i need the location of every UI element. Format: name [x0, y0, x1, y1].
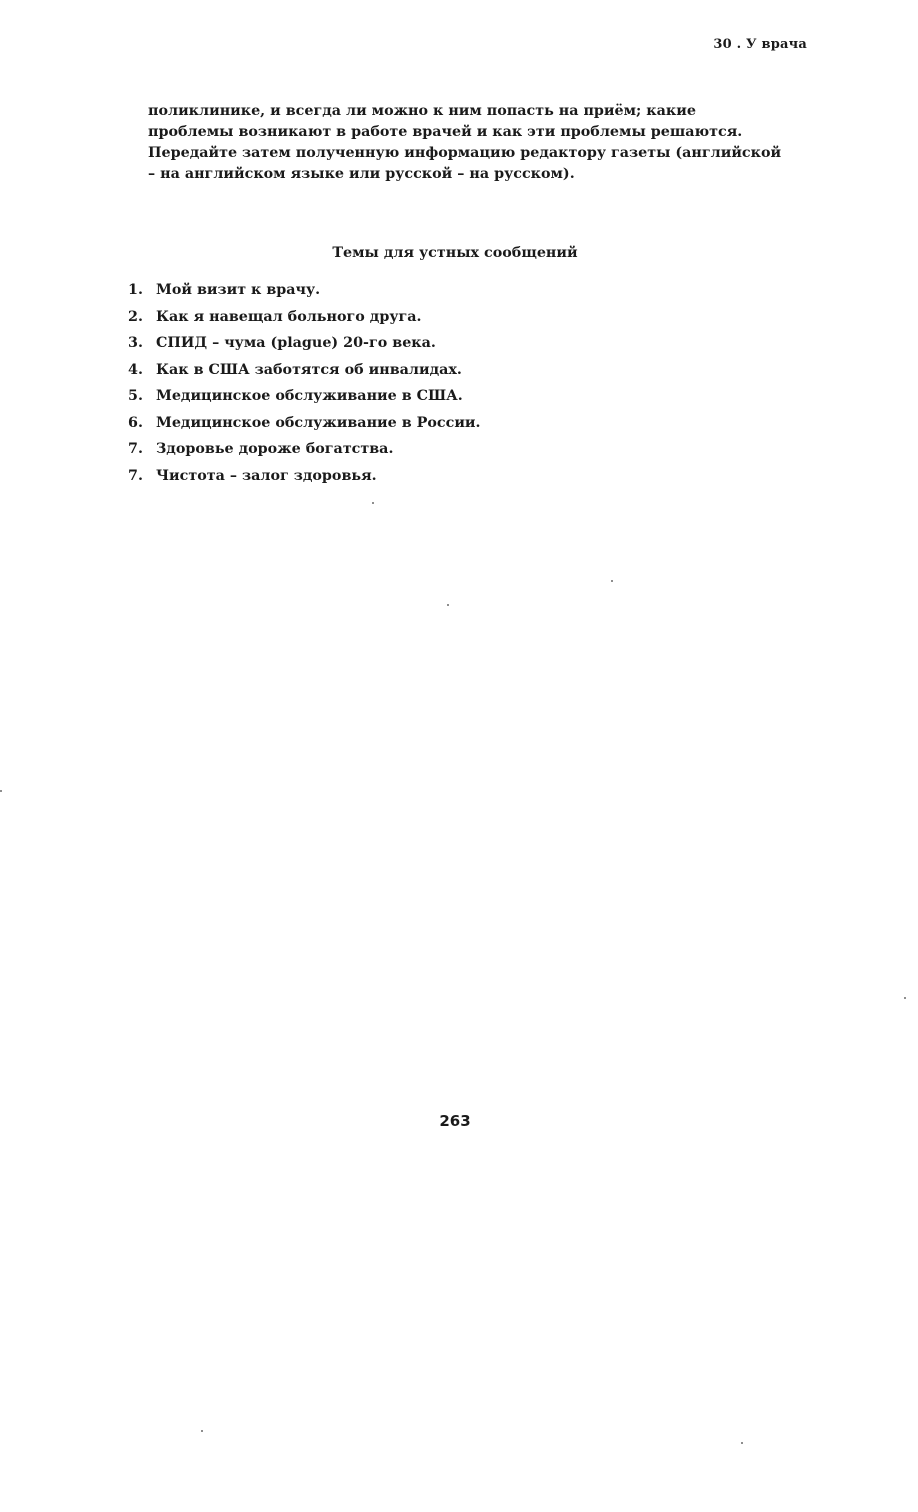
intro-line: – на английском языке или русской – на русском).	[148, 166, 575, 182]
list-item-number: 4.	[128, 361, 143, 378]
list-item	[128, 466, 481, 493]
list-item-text: Мой визит к врачу.	[156, 282, 321, 298]
list-item-text: Здоровье дороже богатства.	[156, 441, 394, 457]
scan-speck	[741, 1442, 743, 1444]
list-item	[128, 360, 481, 387]
running-head: 30 . У врача	[713, 37, 807, 52]
scan-speck	[611, 580, 613, 582]
topics-list	[128, 280, 481, 492]
list-item-number: 1.	[128, 282, 143, 298]
list-item-number: 6.	[128, 414, 143, 431]
list-item-text: СПИД – чума (plague) 20-го века.	[156, 335, 436, 351]
list-item-number: 2.	[128, 308, 143, 325]
section-title: Темы для устных сообщений	[332, 245, 578, 261]
list-item	[128, 413, 481, 440]
list-item	[128, 280, 481, 307]
list-item-text: Как я навещал больного друга.	[156, 308, 422, 325]
list-item	[128, 386, 481, 413]
list-item-text: Чистота – залог здоровья.	[156, 467, 377, 484]
intro-line: проблемы возникают в работе врачей и как эти проблемы решаются.	[148, 124, 743, 140]
list-item-text: Медицинское обслуживание в США.	[156, 388, 463, 404]
intro-line: поликлинике, и всегда ли можно к ним попасть на приём; какие	[148, 103, 696, 119]
list-item	[128, 439, 481, 466]
scan-speck	[447, 604, 449, 606]
list-item	[128, 307, 481, 334]
page-number: 263	[439, 1112, 471, 1130]
list-item-text: Как в США заботятся об инвалидах.	[156, 361, 462, 378]
list-item-number: 3.	[128, 335, 143, 351]
list-item-text: Медицинское обслуживание в России.	[156, 414, 481, 431]
scan-speck	[372, 502, 374, 504]
scan-speck	[904, 997, 906, 999]
list-item-number: 7.	[128, 467, 143, 484]
scan-speck	[0, 790, 2, 792]
list-item-number: 5.	[128, 388, 143, 404]
list-item	[128, 333, 481, 360]
list-item-number: 7.	[128, 441, 143, 457]
intro-line: Передайте затем полученную информацию редактору газеты (английской	[148, 145, 782, 161]
scan-speck	[201, 1430, 203, 1432]
intro-paragraph	[148, 101, 808, 185]
